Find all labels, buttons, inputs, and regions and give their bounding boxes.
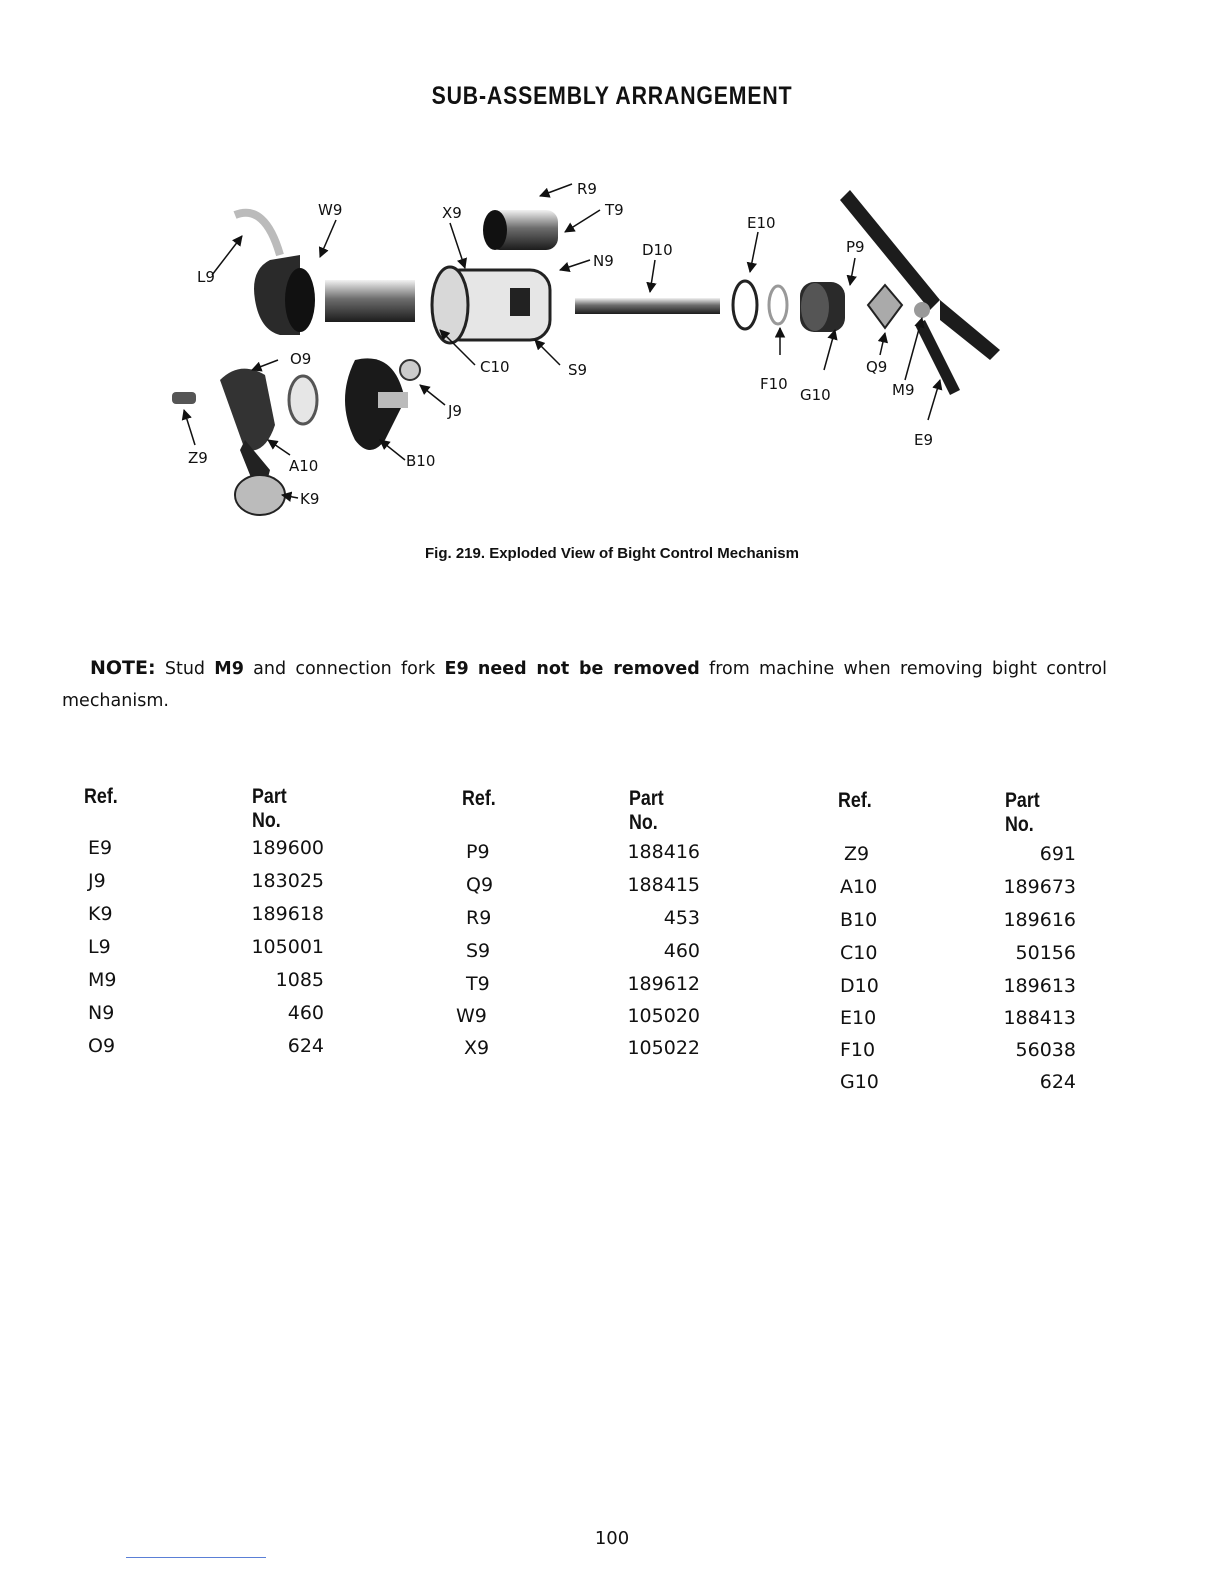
note-text-1: Stud: [164, 658, 206, 679]
part-no-cell: 188416: [627, 841, 700, 863]
callout-x9: X9: [442, 204, 462, 222]
sleeve-part: [432, 267, 550, 343]
ref-header: Ref.: [84, 785, 118, 808]
callout-w9: W9: [318, 201, 343, 219]
part-no-cell: 105020: [627, 1005, 700, 1027]
ref-cell: X9: [464, 1037, 490, 1059]
part-no-header: Part No.: [1005, 789, 1040, 836]
part-no-cell: 189616: [1003, 909, 1076, 931]
page-number: 100: [594, 1528, 630, 1546]
shaft-part: [575, 298, 720, 314]
ref-cell: M9: [88, 969, 117, 991]
callout-e9: E9: [914, 431, 934, 449]
lever-part: [220, 369, 285, 515]
cam-part: [345, 358, 420, 450]
callout-k9: K9: [300, 490, 320, 508]
ref-cell: K9: [88, 903, 113, 925]
ref-cell: C10: [840, 942, 878, 964]
part-no-cell: 188413: [1003, 1007, 1076, 1029]
callout-p9: P9: [846, 238, 865, 256]
part-no-cell: 183025: [251, 870, 324, 892]
ref-header: Ref.: [462, 787, 496, 810]
ref-cell: S9: [466, 940, 491, 962]
callout-o9: O9: [290, 350, 312, 368]
callout-e10: E10: [747, 214, 776, 232]
footer-rule: [126, 1557, 266, 1558]
ref-cell: A10: [840, 876, 878, 898]
ref-cell: N9: [88, 1002, 115, 1024]
callout-a10: A10: [289, 457, 319, 475]
callout-q9: Q9: [866, 358, 888, 376]
callout-m9: M9: [892, 381, 915, 399]
ref-cell: T9: [466, 973, 490, 995]
callout-s9: S9: [568, 361, 588, 379]
bight-bracket-part: [235, 213, 415, 335]
note-text-2: and connection fork: [253, 658, 436, 679]
figure-caption: Fig. 219. Exploded View of Bight Control Mechanism: [425, 545, 799, 562]
screw-part: [172, 392, 196, 404]
note-label: NOTE:: [90, 656, 156, 679]
page-title: SUB-ASSEMBLY ARRANGEMENT: [431, 82, 793, 110]
ref-cell: E9: [88, 837, 113, 859]
part-no-cell: 460: [287, 1002, 324, 1024]
part-no-header: Part No.: [629, 787, 664, 834]
ref-cell: O9: [88, 1035, 116, 1057]
part-no-cell: 188415: [627, 874, 700, 896]
ref-cell: J9: [88, 870, 106, 892]
part-no-cell: 691: [1039, 843, 1076, 865]
part-no-cell: 105001: [251, 936, 324, 958]
collar-part: [800, 282, 845, 332]
part-no-cell: 189613: [1003, 975, 1076, 997]
note-text-3: from machine when removing bight control mechanism.: [62, 658, 1107, 711]
callout-b10: B10: [406, 452, 436, 470]
callout-l9: L9: [197, 268, 215, 286]
ref-cell: F10: [840, 1039, 876, 1061]
ref-header: Ref.: [838, 789, 872, 812]
ref-cell: D10: [840, 975, 879, 997]
note-paragraph: [62, 652, 1107, 717]
ref-cell: Q9: [466, 874, 494, 896]
part-no-cell: 56038: [1015, 1039, 1076, 1061]
callout-r9: R9: [577, 180, 597, 198]
part-no-header: Part No.: [252, 785, 287, 832]
connection-fork-part: [840, 190, 1000, 395]
ref-cell: G10: [840, 1071, 879, 1093]
callout-t9: T9: [605, 201, 624, 219]
ref-cell: W9: [456, 1005, 487, 1027]
callout-j9: J9: [448, 402, 462, 420]
part-no-cell: 624: [1039, 1071, 1076, 1093]
ref-cell: E10: [840, 1007, 877, 1029]
part-no-cell: 189618: [251, 903, 324, 925]
ref-cell: R9: [466, 907, 492, 929]
callout-d10: D10: [642, 241, 673, 259]
cap-part: [483, 210, 558, 250]
ring-part: [733, 281, 757, 329]
note-bold-stud: M9: [214, 658, 244, 679]
callout-arrows: [184, 184, 940, 498]
note-bold-emphasis: need not be removed: [477, 658, 700, 679]
callout-z9: Z9: [188, 449, 208, 467]
ref-cell: B10: [840, 909, 878, 931]
ref-cell: P9: [466, 841, 490, 863]
part-no-cell: 189673: [1003, 876, 1076, 898]
washer-part: [769, 286, 787, 324]
part-no-cell: 189600: [251, 837, 324, 859]
ref-cell: L9: [88, 936, 111, 958]
callout-n9: N9: [593, 252, 614, 270]
part-no-cell: 50156: [1015, 942, 1076, 964]
part-no-cell: 189612: [627, 973, 700, 995]
part-no-cell: 453: [663, 907, 700, 929]
callout-c10: C10: [480, 358, 510, 376]
note-bold-fork: E9: [444, 658, 469, 679]
part-no-cell: 1085: [275, 969, 324, 991]
ref-cell: Z9: [844, 843, 870, 865]
callout-f10: F10: [760, 375, 788, 393]
callout-g10: G10: [800, 386, 831, 404]
part-no-cell: 105022: [627, 1037, 700, 1059]
nut-part: [868, 285, 902, 328]
part-no-cell: 624: [287, 1035, 324, 1057]
exploded-view-diagram: [150, 160, 1030, 530]
washer-lower-part: [289, 376, 317, 424]
part-no-cell: 460: [663, 940, 700, 962]
